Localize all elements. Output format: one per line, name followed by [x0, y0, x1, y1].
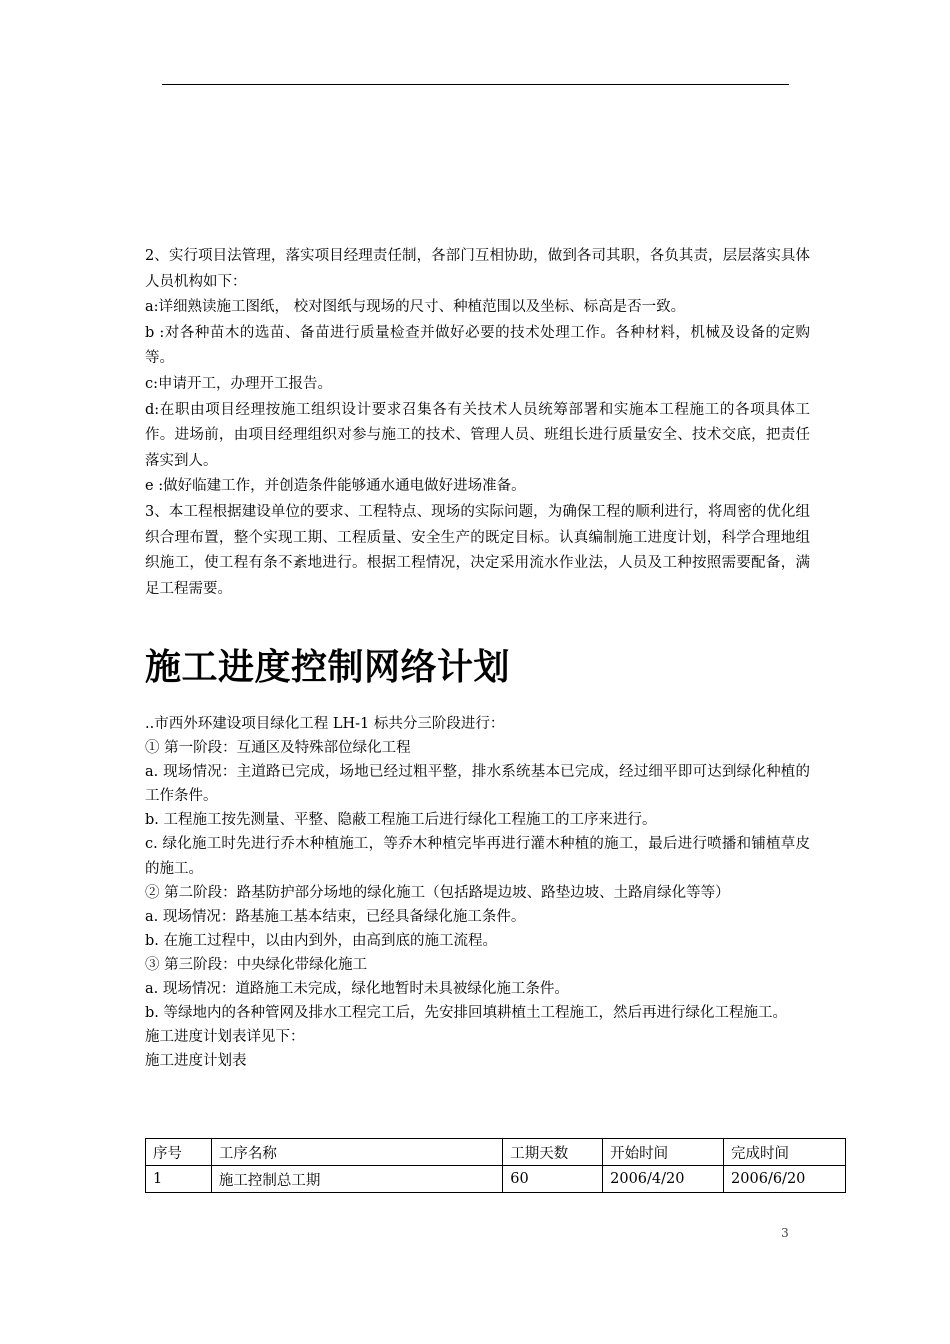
paragraph-item-c: c:申请开工，办理开工报告。	[145, 375, 333, 392]
header-cell-start: 开始时间	[603, 1139, 724, 1166]
schedule-reference: 施工进度计划表详见下：	[145, 1029, 305, 1046]
page-number: 3	[781, 1226, 789, 1240]
phase-1-item-a: a. 现场情况：主道路已完成，场地已经过粗平整，排水系统基本已完成，经过细平即可达到绿化种植的工作条件。	[145, 764, 810, 805]
phase-1-item-b: b. 工程施工按先测量、平整、隐蔽工程施工后进行绿化工程施工的工序来进行。	[145, 812, 657, 829]
header-cell-end: 完成时间	[724, 1139, 846, 1166]
paragraph-item-e: e :做好临建工作，并创造条件能够通水通电做好进场准备。	[145, 478, 526, 495]
phase-2-item-a: a. 现场情况：路基施工基本结束，已经具备绿化施工条件。	[145, 908, 526, 925]
body-text-section-2	[145, 712, 810, 1073]
phase-3-item-a: a. 现场情况：道路施工未完成，绿化地暂时未具被绿化施工条件。	[145, 981, 569, 998]
cell-days: 60	[503, 1166, 603, 1193]
table-header-row	[146, 1139, 846, 1166]
cell-start: 2006/4/20	[603, 1166, 724, 1193]
phase-2-title: ② 第二阶段：路基防护部分场地的绿化施工（包括路堤边坡、路垫边坡、土路肩绿化等等）	[145, 884, 730, 901]
section-heading: 施工进度控制网络计划	[145, 647, 511, 688]
header-rule	[162, 84, 789, 85]
phase-3-item-b: b. 等绿地内的各种管网及排水工程完工后，先安排回填耕植土工程施工，然后再进行绿化工程施工。	[145, 1005, 787, 1022]
phase-3-title: ③ 第三阶段：中央绿化带绿化施工	[145, 956, 368, 973]
cell-end: 2006/6/20	[724, 1166, 846, 1193]
body-text-section-1	[145, 244, 810, 602]
schedule-table	[145, 1138, 846, 1193]
intro-paragraph: ..市西外环建设项目绿化工程 LH-1 标共分三阶段进行：	[145, 716, 505, 732]
paragraph-item-d: d:在职由项目经理按施工组织设计要求召集各有关技术人员统筹部署和实施本工程施工的各项具体工作。进场前，由项目经理组织对参与施工的技术、管理人员、班组长进行质量安全、技术交底，把责任落实到人。	[145, 401, 810, 469]
cell-seq: 1	[146, 1166, 212, 1193]
header-cell-process: 工序名称	[211, 1139, 502, 1166]
paragraph-item-a: a:详细熟读施工图纸， 校对图纸与现场的尺寸、种植范围以及坐标、标高是否一致。	[145, 299, 686, 316]
paragraph-item-b: b :对各种苗木的选苗、备苗进行质量检查并做好必要的技术处理工作。各种材料，机械及设备的定购等。	[145, 324, 810, 367]
table-caption: 施工进度计划表	[145, 1053, 247, 1070]
header-cell-days: 工期天数	[503, 1139, 603, 1166]
paragraph-item-2: 2、实行项目法管理，落实项目经理责任制，各部门互相协助，做到各司其职，各负其责，层层落实具体人员机构如下：	[145, 248, 810, 290]
phase-2-item-b: b. 在施工过程中，以由内到外，由高到底的施工流程。	[145, 932, 497, 949]
table-row	[146, 1166, 846, 1193]
phase-1-title: ① 第一阶段：互通区及特殊部位绿化工程	[145, 740, 411, 757]
cell-process: 施工控制总工期	[211, 1166, 502, 1193]
paragraph-item-3: 3、本工程根据建设单位的要求、工程特点、现场的实际问题，为确保工程的顺利进行，将周密的优化组织合理布置，整个实现工期、工程质量、安全生产的既定目标。认真编制施工进度计划，科学合理地组织施工，使工程有条不紊地进行。根据工程情况，决定采用流水作业法，人员及工种按照需要配备，满足工程需要。	[145, 503, 810, 597]
phase-1-item-c: c. 绿化施工时先进行乔木种植施工，等乔木种植完毕再进行灌木种植的施工，最后进行喷播和铺植草皮的施工。	[145, 836, 810, 877]
header-cell-seq: 序号	[146, 1139, 212, 1166]
